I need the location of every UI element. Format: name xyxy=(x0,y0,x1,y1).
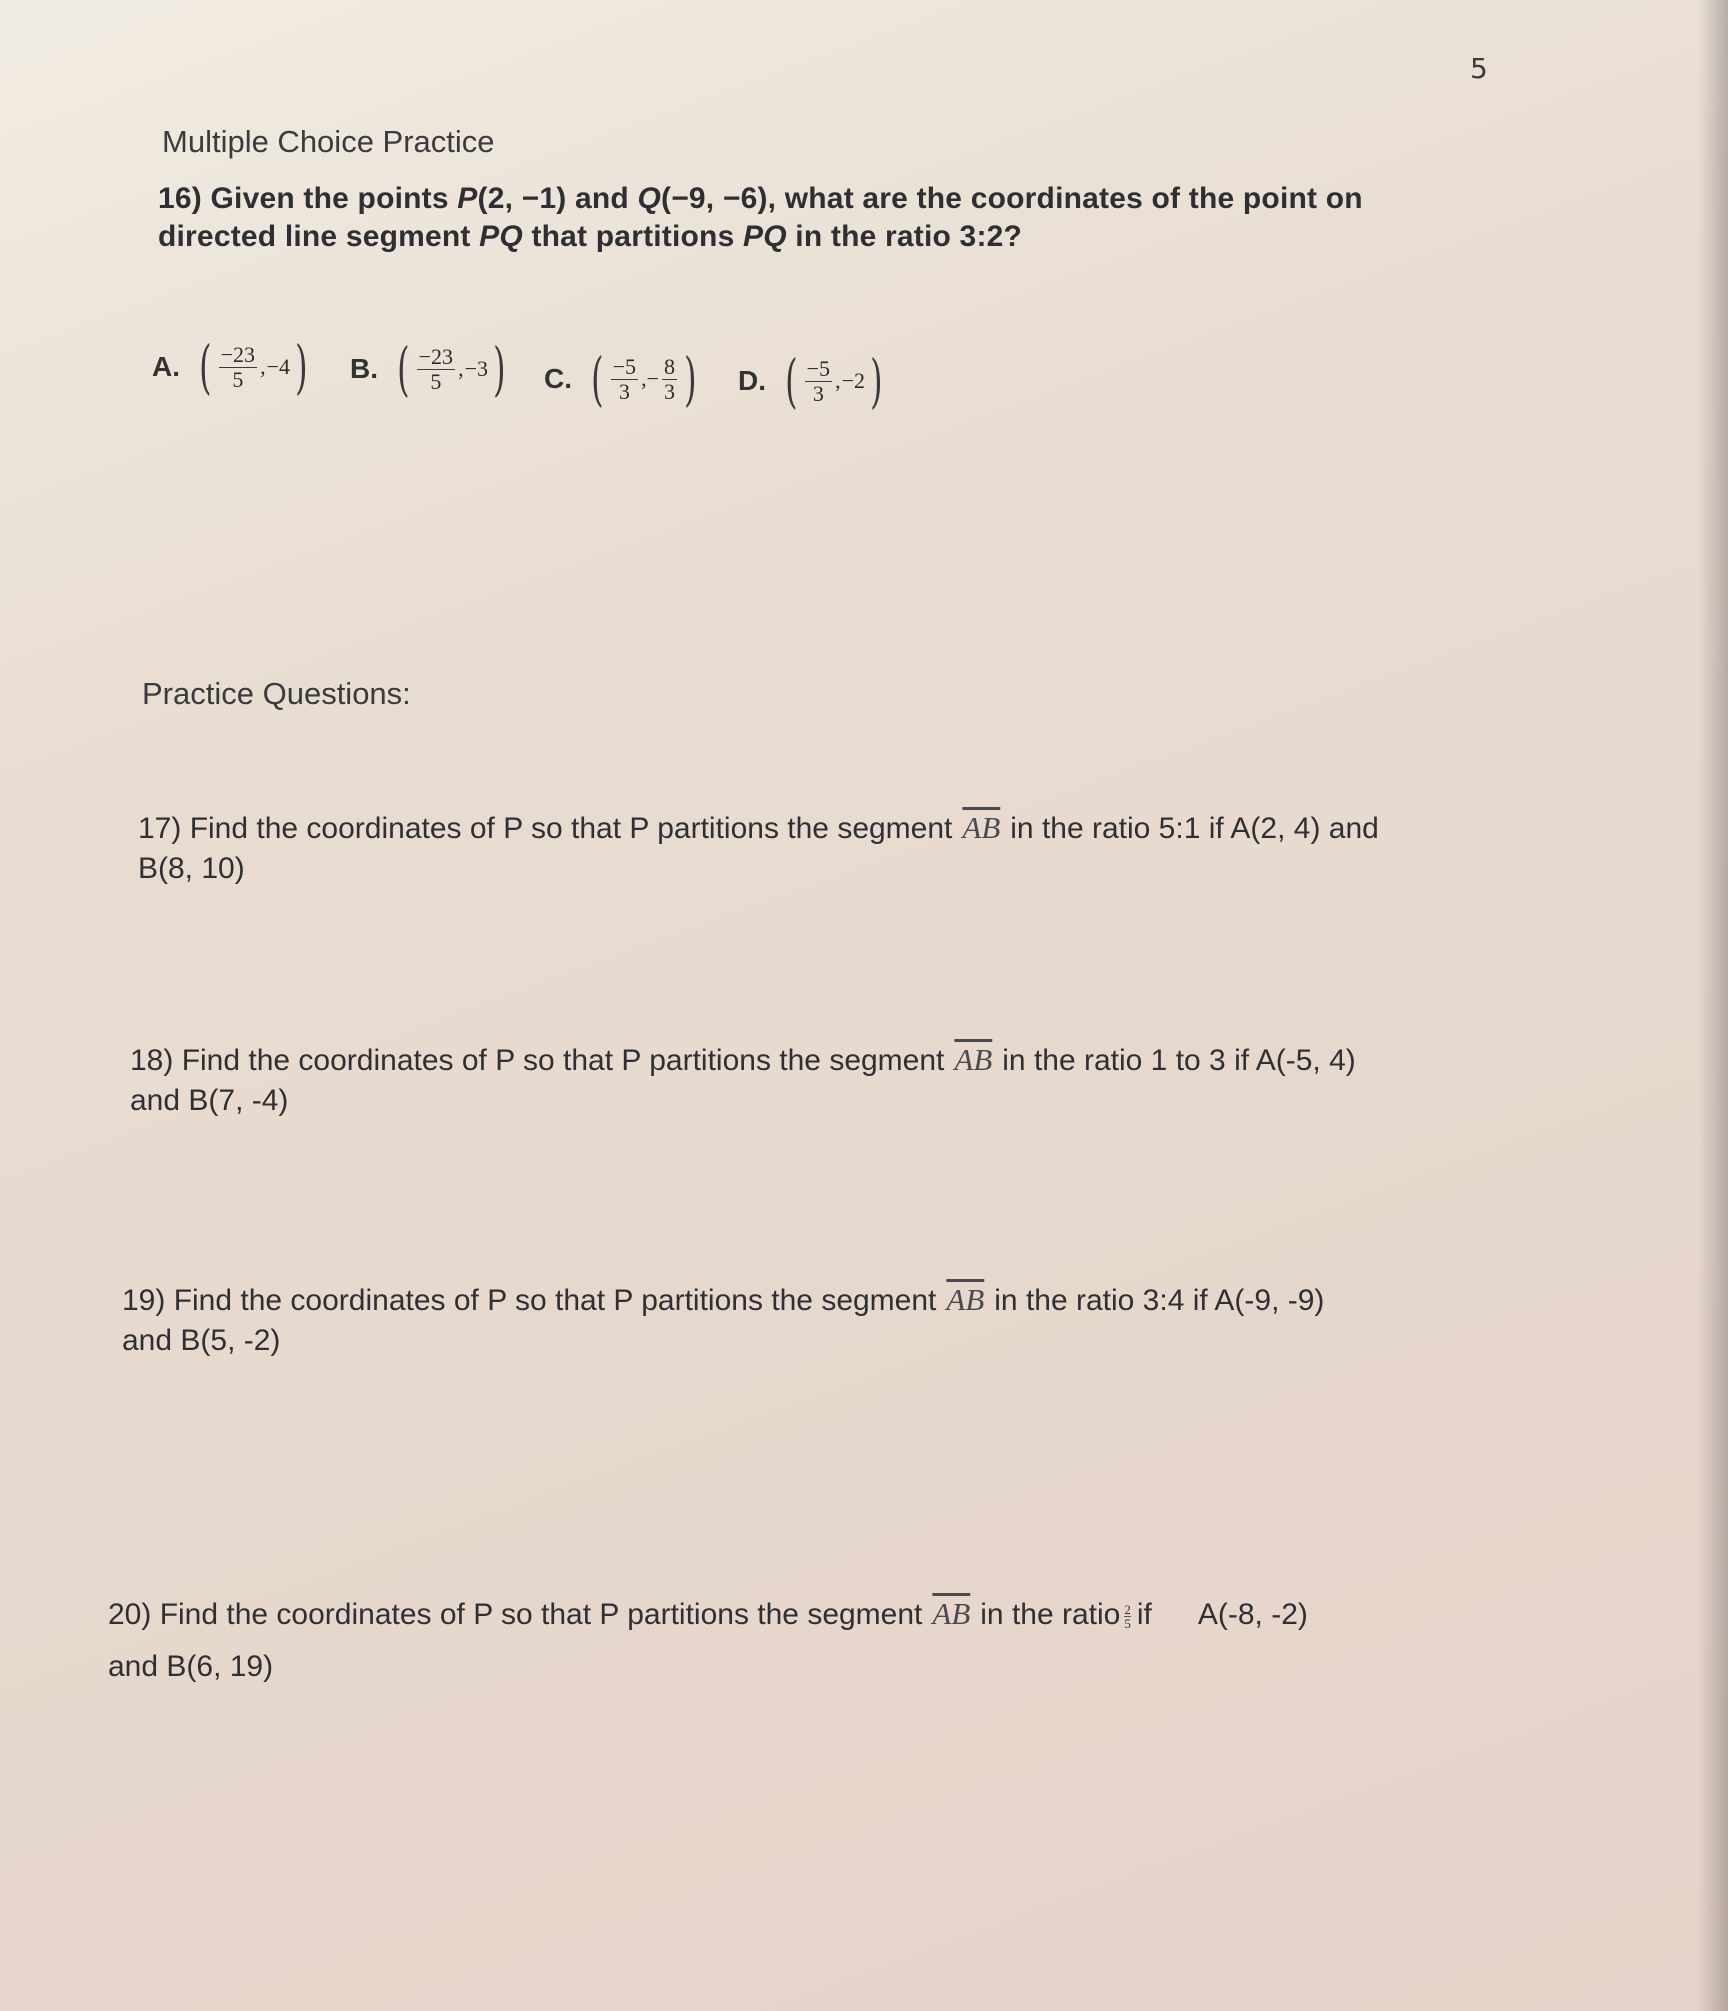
section-title-multiple-choice: Multiple Choice Practice xyxy=(162,124,495,159)
right-paren: ) xyxy=(295,333,308,401)
choice-letter: D. xyxy=(738,365,766,396)
question-19-line-2: and B(5, -2) xyxy=(122,1324,281,1357)
question-18-line-1: 18) Find the coordinates of P so that P partitions the segment $\overline{AB}$ in the ratio 1 to 3 if A(-5, 4) xyxy=(130,1042,1356,1077)
left-paren: ( xyxy=(397,335,410,403)
question-20 xyxy=(108,1588,1308,1693)
fraction: $\frac{-5}{3}$ xyxy=(612,353,637,404)
choice-letter: B. xyxy=(350,353,378,384)
fraction: $\frac{-5}{3}$ xyxy=(806,355,831,406)
question-17-line-2: B(8, 10) xyxy=(138,852,245,885)
choice-b[interactable]: B. ( $\frac{-23}{5}$ , −3 ) xyxy=(350,335,506,403)
section-title-practice: Practice Questions: xyxy=(142,676,411,711)
question-19 xyxy=(122,1280,1324,1361)
question-16-line-1: 16) Given the points P(2, −1) and Q(−9, −6), what are the coordinates of the point on xyxy=(158,182,1363,215)
fraction: $\frac{-23}{5}$ xyxy=(220,341,256,392)
segment-ab: $\overline{AB}$ xyxy=(962,810,1001,845)
question-18 xyxy=(130,1040,1356,1121)
fraction: $\frac{-23}{5}$ xyxy=(418,343,454,394)
question-16 xyxy=(158,180,1363,256)
page-number: 5 xyxy=(1470,52,1488,85)
page-edge-shadow xyxy=(1698,0,1728,2011)
question-17 xyxy=(138,808,1379,889)
question-20-line-1: 20) Find the coordinates of P so that P partitions the segment $\overline{AB}$ in the ratio $\frac{2}{5}$ if A(-8, -2) xyxy=(108,1596,1308,1631)
choice-d[interactable]: D. ( $\frac{-5}{3}$ , −2 ) xyxy=(738,347,883,415)
right-paren: ) xyxy=(684,345,697,413)
left-paren: ( xyxy=(785,347,798,415)
question-20-line-2: and B(6, 19) xyxy=(108,1650,274,1683)
right-paren: ) xyxy=(493,335,506,403)
segment-ab: $\overline{AB}$ xyxy=(954,1042,993,1077)
right-paren: ) xyxy=(870,347,883,415)
question-18-line-2: and B(7, -4) xyxy=(130,1084,289,1117)
left-paren: ( xyxy=(591,345,604,413)
choice-a[interactable]: A. ( $\frac{-23}{5}$ , −4 ) xyxy=(152,333,308,401)
question-17-line-1: 17) Find the coordinates of P so that P partitions the segment $\overline{AB}$ in the ratio 5:1 if A(2, 4) and xyxy=(138,810,1379,845)
question-19-line-1: 19) Find the coordinates of P so that P partitions the segment $\overline{AB}$ in the ratio 3:4 if A(-9, -9) xyxy=(122,1282,1325,1317)
choice-c[interactable]: C. ( $\frac{-5}{3}$ ,− $\frac{8}{3}$ ) xyxy=(544,345,697,413)
choice-letter: A. xyxy=(152,351,180,382)
segment-ab: $\overline{AB}$ xyxy=(932,1596,971,1631)
ratio-fraction: $\frac{2}{5}$ xyxy=(1124,1601,1131,1631)
choice-letter: C. xyxy=(544,363,572,394)
segment-ab: $\overline{AB}$ xyxy=(946,1282,985,1317)
question-16-line-2: directed line segment PQ that partitions PQ in the ratio 3:2? xyxy=(158,220,1023,253)
left-paren: ( xyxy=(199,333,212,401)
fraction-2: $\frac{8}{3}$ xyxy=(663,353,675,404)
